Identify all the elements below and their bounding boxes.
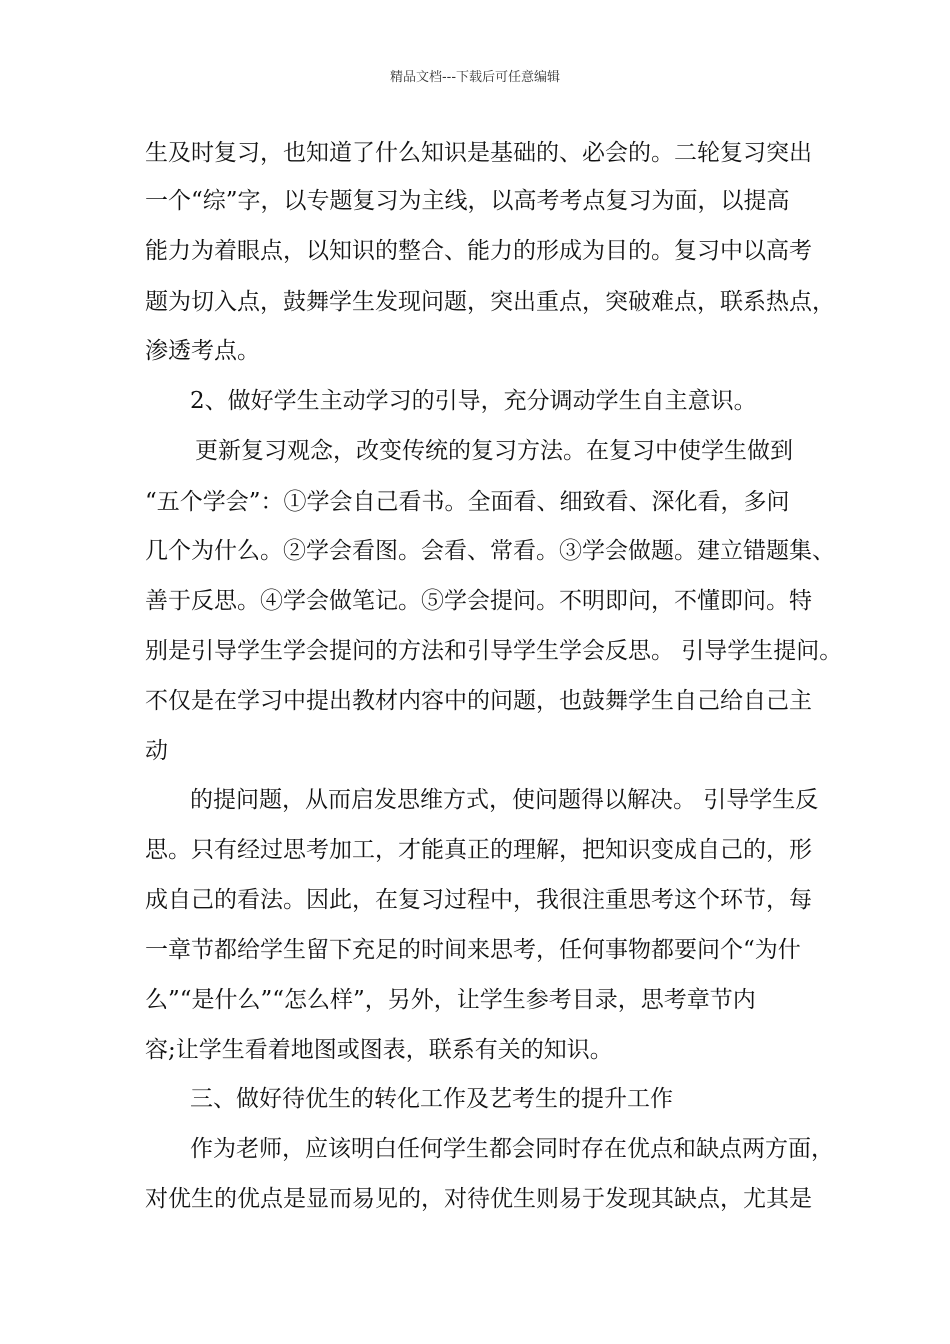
text-line: 能力为着眼点，以知识的整合、能力的形成为目的。复习中以高考 (145, 238, 812, 264)
text-line: 么”“是什么”“怎么样”，另外，让学生参考目录，思考章节内 (145, 987, 756, 1013)
text-line: 三、做好待优生的转化工作及艺考生的提升工作 (190, 1086, 673, 1112)
text-line: 的提问题，从而启发思维方式，使问题得以解决。 引导学生反 (190, 787, 819, 813)
text-line: 题为切入点，鼓舞学生发现问题，突出重点，突破难点，联系热点， (145, 289, 835, 315)
text-line: 一章节都给学生留下充足的时间来思考，任何事物都要问个“为什 (145, 937, 801, 963)
text-line: 2、做好学生主动学习的引导，充分调动学生自主意识。 (190, 388, 757, 414)
text-line: 善于反思。④学会做笔记。⑤学会提问。不明即问，不懂即问。特 (145, 588, 812, 614)
text-line: 作为老师，应该明白任何学生都会同时存在优点和缺点两方面， (190, 1136, 834, 1162)
text-line: 几个为什么。②学会看图。会看、常看。③学会做题。建立错题集、 (145, 538, 835, 564)
text-line: 对优生的优点是显而易见的，对待优生则易于发现其缺点，尤其是 (145, 1186, 812, 1212)
text-line: 动 (145, 738, 168, 764)
page-header: 精品文档---下载后可任意编辑 (389, 70, 561, 85)
text-line: “五个学会”：①学会自己看书。全面看、细致看、深化看，多问 (145, 489, 790, 515)
text-line: 更新复习观念，改变传统的复习方法。在复习中使学生做到 (195, 438, 793, 464)
text-line: 成自己的看法。因此，在复习过程中，我很注重思考这个环节，每 (145, 887, 812, 913)
text-line: 不仅是在学习中提出教材内容中的问题，也鼓舞学生自己给自己主 (145, 688, 812, 714)
text-line: 容;让学生看着地图或图表，联系有关的知识。 (145, 1037, 613, 1063)
text-line: 一个“综”字，以专题复习为主线，以高考考点复习为面，以提高 (145, 188, 790, 214)
text-line: 渗透考点。 (145, 338, 260, 364)
text-line: 别是引导学生学会提问的方法和引导学生学会反思。 引导学生提问。 (145, 638, 843, 664)
text-line: 思。只有经过思考加工，才能真正的理解，把知识变成自己的，形 (145, 837, 812, 863)
text-line: 生及时复习，也知道了什么知识是基础的、必会的。二轮复习突出 (145, 140, 812, 166)
